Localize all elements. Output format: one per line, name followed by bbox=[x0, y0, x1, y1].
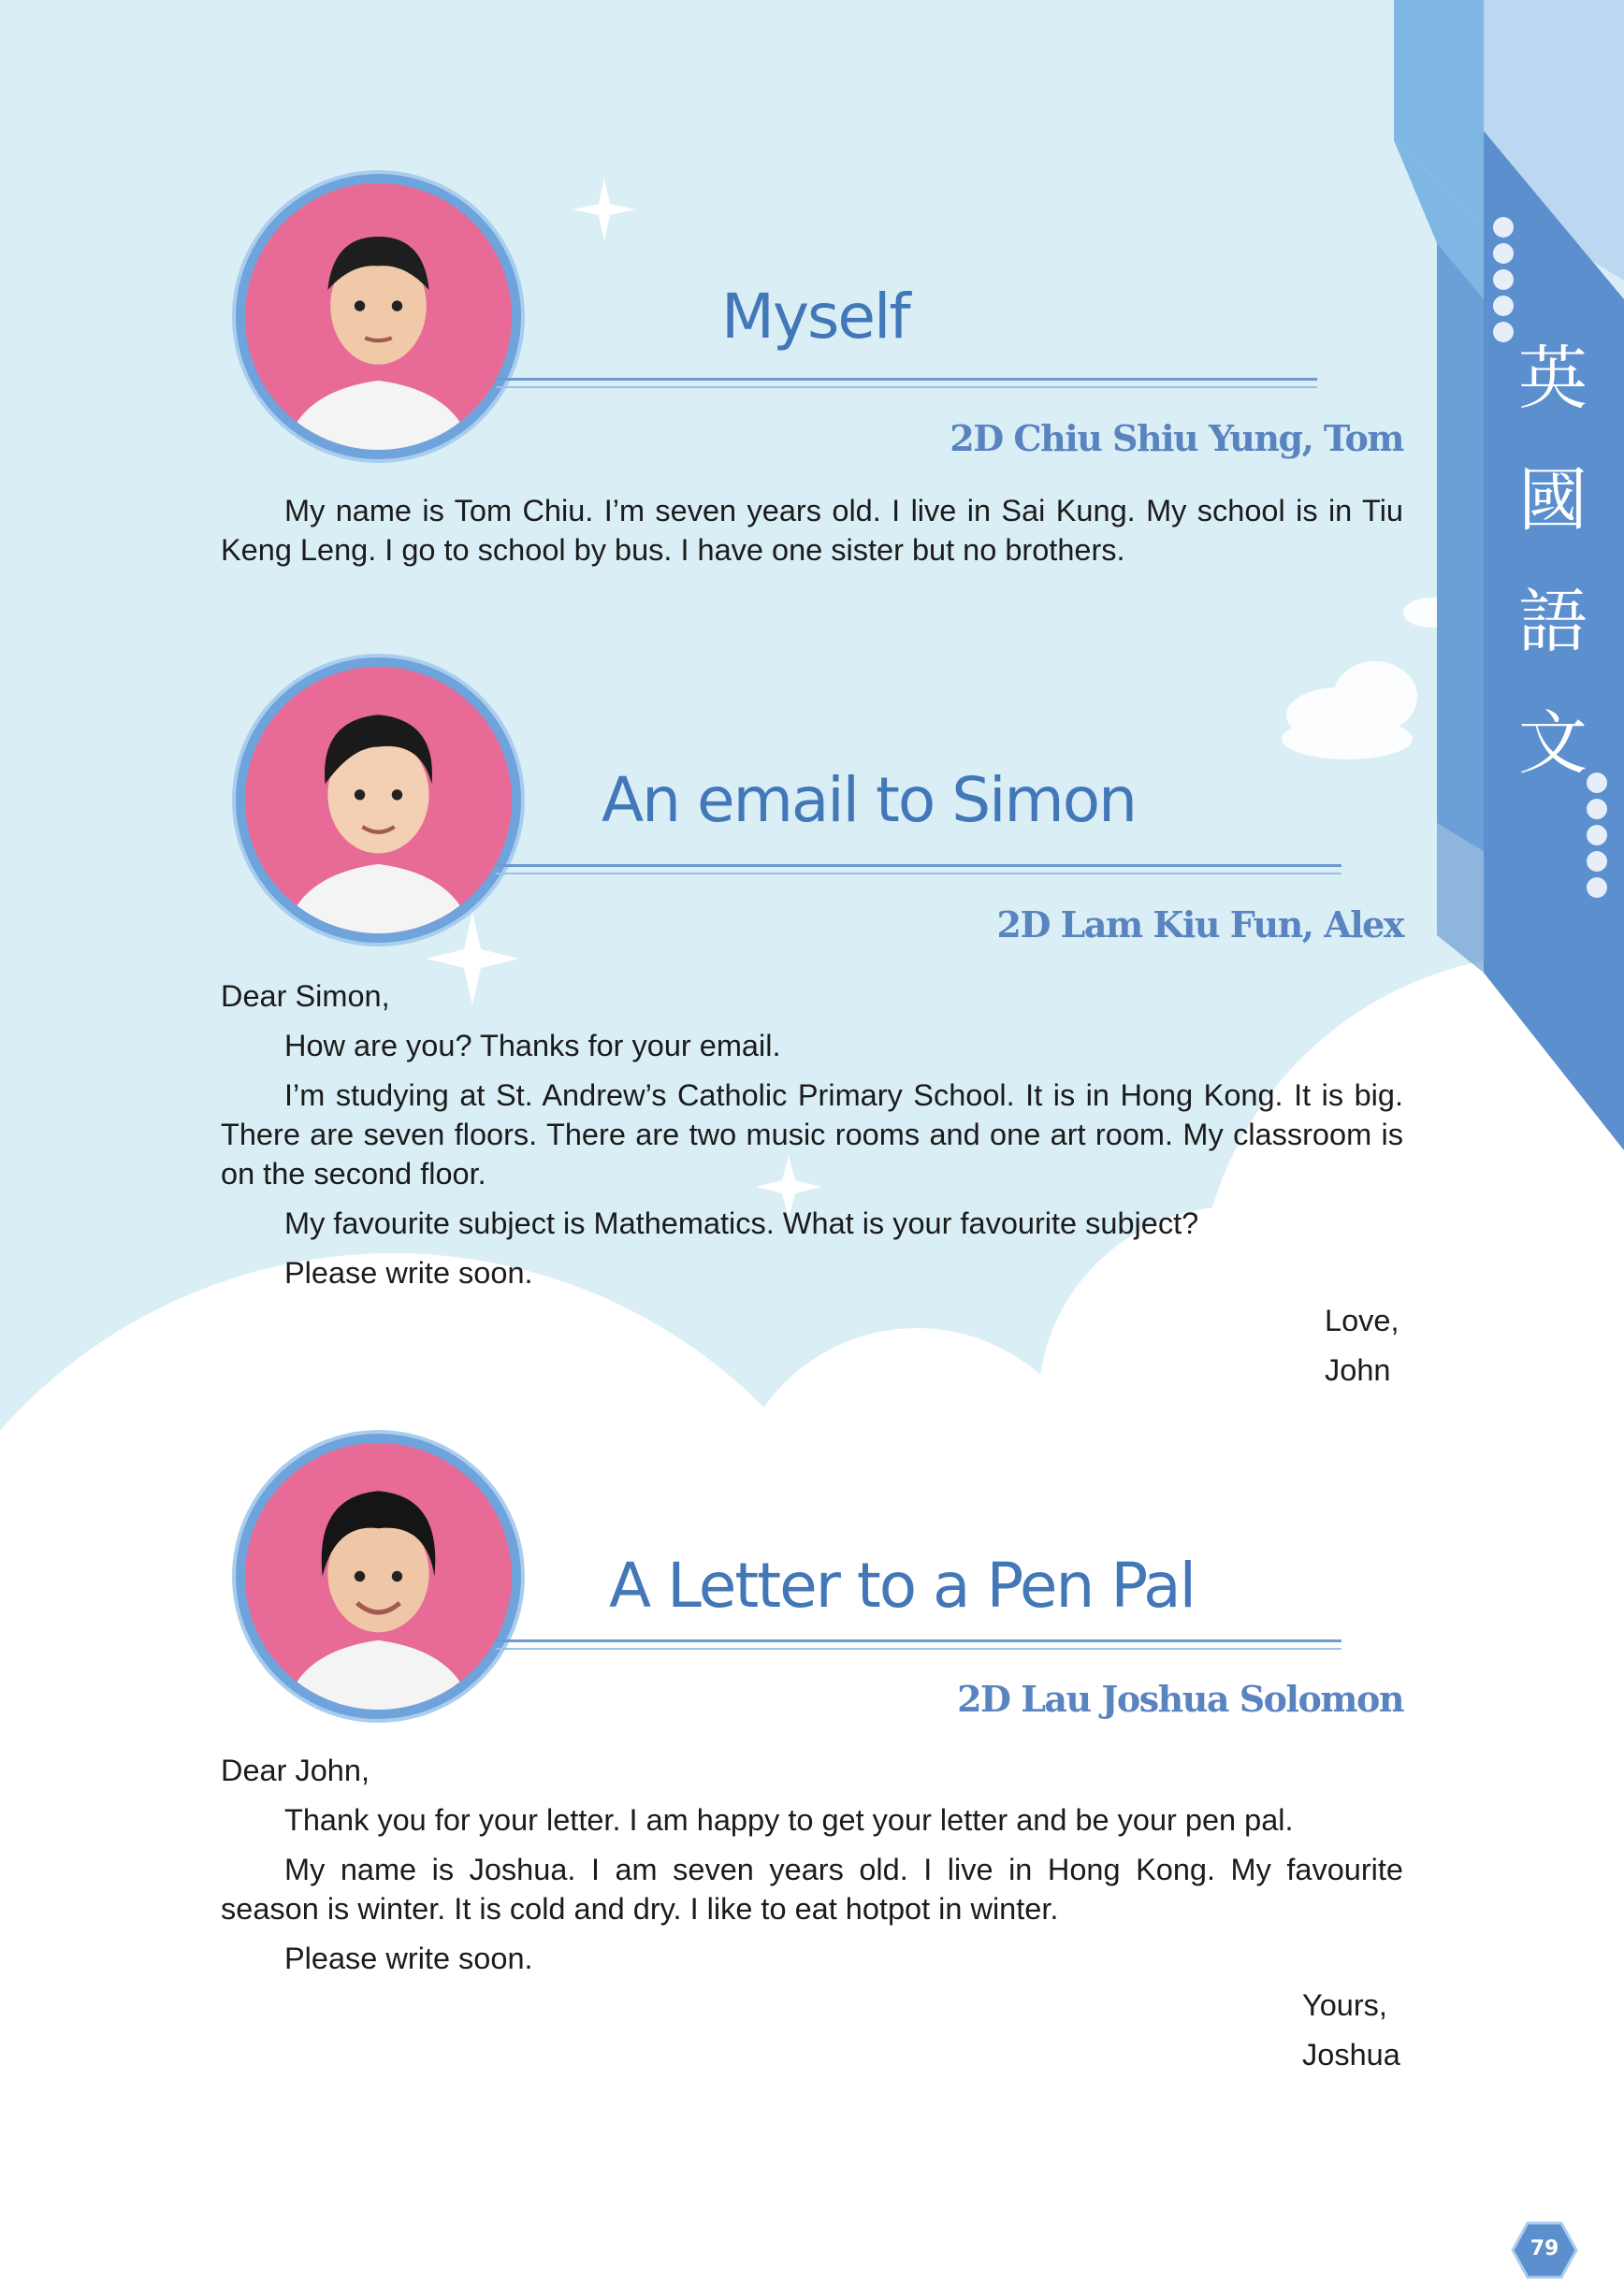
letter-closing: Yours, bbox=[1302, 1988, 1387, 2022]
section-title: A Letter to a Pen Pal bbox=[609, 1550, 1195, 1622]
paragraph: My favourite subject is Mathematics. What is your favourite subject? bbox=[284, 1206, 1199, 1240]
author-name: 2D Lau Joshua Solomon bbox=[957, 1678, 1403, 1720]
letter-greeting: Dear John, bbox=[221, 1754, 370, 1787]
paragraph: My name is Tom Chiu. I’m seven years old. I live in Sai Kung. My school is in Tiu Keng Leng. I go to school by bus. I have one sister but no brothers. bbox=[221, 494, 1403, 567]
subject-char: 文 bbox=[1518, 703, 1588, 784]
letter-closing: Love, bbox=[1325, 1304, 1399, 1337]
paragraph: Thank you for your letter. I am happy to get your letter and be your pen pal. bbox=[284, 1803, 1294, 1837]
title-underline bbox=[496, 378, 1317, 388]
subject-char: 英 bbox=[1518, 339, 1588, 419]
section-body bbox=[221, 491, 1403, 580]
section-title: Myself bbox=[721, 281, 909, 353]
paragraph: My name is Joshua. I am seven years old. I live in Hong Kong. My favourite season is winter. It is cold and dry. I like to eat hotpot in winter. bbox=[221, 1853, 1403, 1926]
paragraph: How are you? Thanks for your email. bbox=[284, 1029, 781, 1062]
paragraph: Please write soon. bbox=[284, 1256, 533, 1290]
subject-char: 國 bbox=[1518, 460, 1588, 541]
author-name: 2D Lam Kiu Fun, Alex bbox=[996, 903, 1403, 946]
letter-signoff bbox=[1325, 1296, 1399, 1395]
author-name: 2D Chiu Shiu Yung, Tom bbox=[950, 417, 1403, 459]
letter-signoff bbox=[1302, 1981, 1400, 2080]
section-title: An email to Simon bbox=[602, 764, 1136, 836]
page-number-badge bbox=[1511, 2221, 1578, 2279]
student-photo bbox=[236, 657, 521, 943]
dots-decoration bbox=[1493, 217, 1515, 348]
page-number: 79 bbox=[1530, 2237, 1559, 2260]
subject-title-vertical bbox=[1515, 318, 1590, 804]
letter-signature: John bbox=[1325, 1353, 1391, 1387]
paragraph: Please write soon. bbox=[284, 1942, 533, 1975]
paragraph: I’m studying at St. Andrew’s Catholic Primary School. It is in Hong Kong. It is big. There are seven floors. There are two music rooms and one art room. My classroom is on the second floor. bbox=[221, 1078, 1403, 1191]
section-body bbox=[221, 1751, 1403, 1988]
letter-signature: Joshua bbox=[1302, 2038, 1400, 2072]
student-photo bbox=[236, 174, 521, 459]
title-underline bbox=[496, 1639, 1341, 1650]
letter-greeting: Dear Simon, bbox=[221, 979, 390, 1013]
student-photo bbox=[236, 1434, 521, 1719]
section-body bbox=[221, 976, 1403, 1303]
title-underline bbox=[496, 864, 1341, 874]
subject-char: 語 bbox=[1518, 582, 1588, 662]
